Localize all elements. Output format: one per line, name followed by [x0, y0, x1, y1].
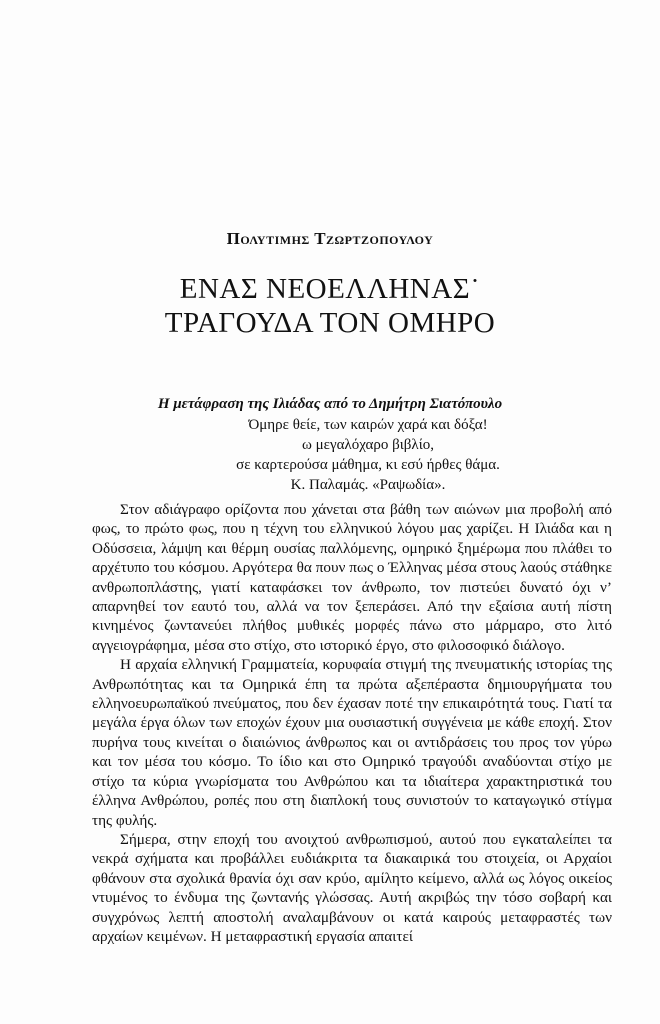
epigraph-line: ω μεγαλόχαρο βιβλίο, [301, 437, 434, 453]
author-name: Πολυτιμης Τζωρτζοπουλου [226, 229, 434, 248]
paragraph: Σήμερα, στην εποχή του ανοιχτού ανθρωπισμού, αυτού που εγκαταλείπει τα νεκρά σχήματα και προβάλλει ευδιάκριτα τα διακαιρικά του στοιχεία, οι Αρχαίοι φθάνουν στα σχολικά θρανία όχι σαν κρύο, αμίλητο κείμενο, αλλά ως λόγος οικείος ντυμένος το ένδυμα της ζωντανής γλώσσας. Αυτή ακριβώς την τόσο σοβαρή και συγχρόνως λεπτή αποστολή αναλαμβάνουν οι κατά καιρούς μεταφραστές των αρχαίων κειμένων. Η μεταφραστική εργασία απαιτεί [92, 830, 612, 945]
epigraph-line: σε καρτερούσα μάθημα, κι εσύ ήρθες θάμα. [236, 457, 500, 473]
article-title [0, 272, 660, 340]
title-line-1: ΕΝΑΣ ΝΕΟΕΛΛΗΝΑΣ˙ [179, 273, 481, 305]
epigraph-line: Όμηρε θείε, των καιρών χαρά και δόξα! [248, 417, 488, 433]
title-line-2: ΤΡΑΓΟΥΔΑ ΤΟΝ ΟΜΗΡΟ [164, 307, 496, 339]
article-subtitle: Η μετάφραση της Ιλιάδας από το Δημήτρη Σιατόπουλο [157, 396, 503, 412]
paragraph: Στον αδιάγραφο ορίζοντα που χάνεται στα βάθη των αιώνων μια προβολή από φως, το πρώτο φως, που η τέχνη του ελληνικού λόγου μας χαρίζει. Η Ιλιάδα και η Οδύσσεια, λάμψη και θέρμη ουσίας παλλόμενης, ομηρικό ξημέρωμα που πλάθει το αρχέτυπο του κόσμου. Αργότερα θα πουν πως ο Έλληνας μέσα στους λαούς στάθηκε ανθρωποπλάστης, γιατί καταφάσκει τον άνθρωπο, τον πιστεύει δυνατό όχι ν’ απαρνηθεί τον εαυτό του, αλλά να τον ξεπεράσει. Από την εξαίσια αυτή πίστη κινημένος ζωντανεύει πλήθος μυθικές μορφές πάνω στο μάρμαρο, στο λιτό αγγειογράφημα, μέσα στο στίχο, στο ιστορικό έργο, στο φιλοσοφικό διάλογο. [92, 501, 612, 654]
epigraph [188, 415, 548, 495]
epigraph-attribution: Κ. Παλαμάς. «Ραψωδία». [290, 477, 446, 493]
body-text [92, 500, 612, 946]
paragraph: Η αρχαία ελληνική Γραμματεία, κορυφαία στιγμή της πνευματικής ιστορίας της Ανθρωπότητας και τα Ομηρικά έπη τα πρώτα αξεπέραστα δημιουργήματα του ελληνοευρωπαϊκού πνεύματος, που δεν έχασαν ποτέ την επικαιρότητά τους. Γιατί τα μεγάλα έργα όλων των εποχών έχουν μια ουσιαστική συγγένεια με κάθε εποχή. Στον πυρήνα τους κινείται ο διαιώνιος άνθρωπος και οι αντιδράσεις του προς τον γύρω και τον μέσα του κόσμο. Το ίδιο και στο Ομηρικό τραγούδι αναδύονται στίχο με στίχο τα κύρια γνωρίσματα του Ανθρώπου και τα ιδιαίτερα χαρακτηριστικά του έλληνα Ανθρώπου, ροπές που στη διαπλοκή τους συνιστούν το καταγωγικό στίγμα της φυλής. [92, 656, 612, 829]
